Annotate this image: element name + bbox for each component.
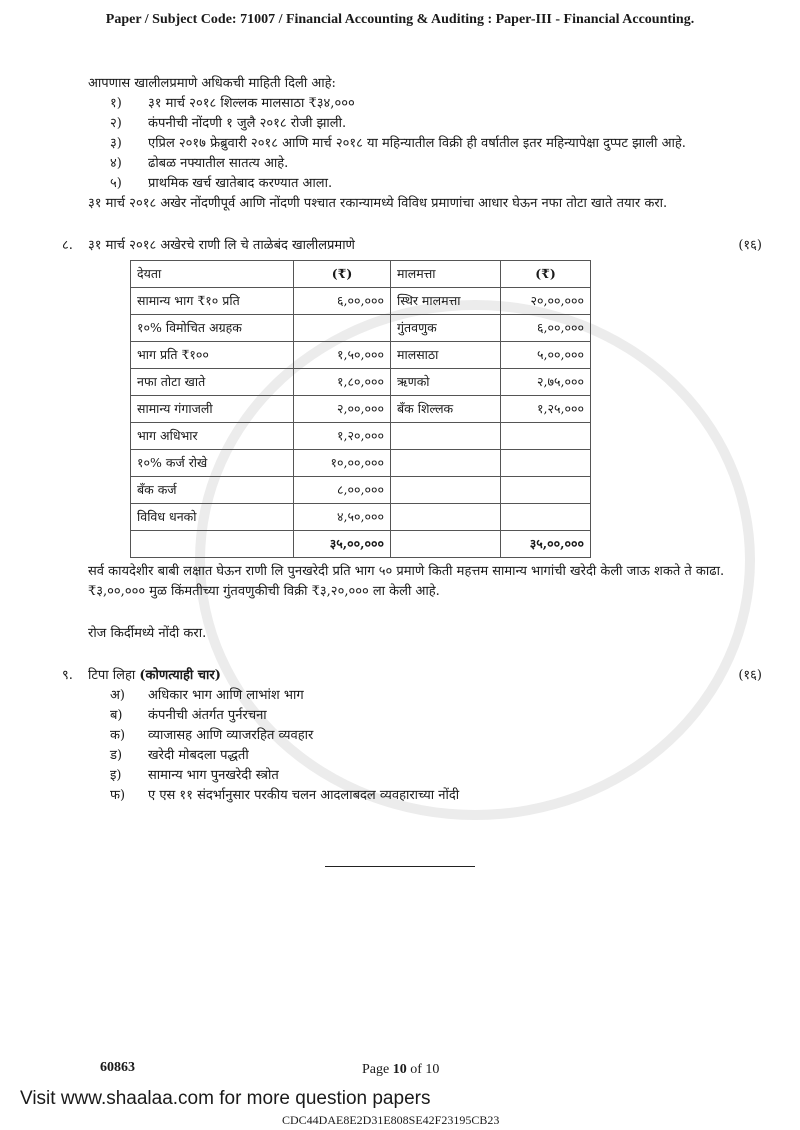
item-number: ४): [110, 156, 122, 171]
liability-name: भाग प्रति ₹१००: [131, 342, 294, 369]
table-row: [131, 315, 591, 342]
asset-name: [391, 504, 501, 531]
q9-list: [110, 686, 762, 806]
page-number: [362, 1062, 439, 1078]
info-item-row: [110, 174, 762, 194]
q9-item-row: [110, 706, 762, 726]
asset-amount: [501, 423, 591, 450]
info-item-row: [110, 94, 762, 114]
info-list: [88, 94, 762, 194]
table-row: [131, 423, 591, 450]
liability-name: सामान्य भाग ₹१० प्रति: [131, 288, 294, 315]
header-cell: (₹): [294, 261, 391, 288]
q9-item-number: ब): [110, 708, 123, 723]
q9-item-row: [110, 766, 762, 786]
liability-amount: १०,००,०००: [294, 450, 391, 477]
liability-name: नफा तोटा खाते: [131, 369, 294, 396]
asset-amount: ५,००,०००: [501, 342, 591, 369]
q9-item-number: इ): [110, 768, 122, 783]
q9-item-number: अ): [110, 688, 126, 703]
balance-sheet-table: [130, 260, 591, 558]
table-row: [131, 450, 591, 477]
q9-item-row: [110, 726, 762, 746]
asset-amount: १,२५,०००: [501, 396, 591, 423]
liability-name: सामान्य गंगाजली: [131, 396, 294, 423]
asset-name: [391, 450, 501, 477]
info-item-text: प्राथमिक खर्च खातेबाद करण्यात आला.: [148, 176, 333, 191]
q9-number: ९.: [62, 668, 73, 683]
info-item-text: ३१ मार्च २०१८ शिल्लक मालसाठा ₹३४,०००: [148, 96, 355, 111]
q9-item: खरेदी मोबदला पद्धती: [148, 748, 249, 763]
header-cell: (₹): [501, 261, 591, 288]
info-item-row: [110, 134, 762, 154]
page-content: [62, 74, 762, 867]
table-row: [131, 477, 591, 504]
asset-name: ऋणको: [391, 369, 501, 396]
cell: [131, 531, 294, 558]
q9-item-row: [110, 746, 762, 766]
table-row: [131, 369, 591, 396]
asset-amount: [501, 477, 591, 504]
liability-amount: १,८०,०००: [294, 369, 391, 396]
intro-text: आपणास खालीलप्रमाणे अधिकची माहिती दिली आहे:: [88, 76, 336, 91]
liability-amount: ४,५०,०००: [294, 504, 391, 531]
table-row: [131, 342, 591, 369]
q8-para3: रोज किर्दीमध्ये नोंदी करा.: [88, 626, 207, 641]
instruction-line: ३१ मार्च २०१८ अखेर नोंदणीपूर्व आणि नोंदणी पश्चात रकान्यामध्ये विविध प्रमाणांचा आधार घेऊन नफा तोटा खाते तयार: [88, 196, 641, 211]
q9-item-row: [110, 686, 762, 706]
footer-code: 60863: [100, 1060, 135, 1075]
info-item-row: [110, 154, 762, 174]
liability-name: बँक कर्ज: [131, 477, 294, 504]
info-item: [148, 94, 762, 114]
liability-amount: ८,००,०००: [294, 477, 391, 504]
info-item-text: एप्रिल २०१७ फ्रेब्रुवारी २०१८ आणि मार्च २०१८ या महिन्यातील विक्री ही वर्षातील इतर महिन्यापेक्षा दुप्पट: [148, 136, 628, 151]
header-cell: देयता: [131, 261, 294, 288]
info-item-text: ढोबळ नफ्यातील सातत्य आहे.: [148, 156, 289, 171]
liability-amount: ६,००,०००: [294, 288, 391, 315]
q8-paragraph: [88, 562, 762, 602]
q9-item-row: [110, 786, 762, 806]
liability-amount: २,००,०००: [294, 396, 391, 423]
q9-item-number: ड): [110, 748, 123, 763]
liability-amount: १,५०,०००: [294, 342, 391, 369]
asset-amount: २,७५,०००: [501, 369, 591, 396]
totals-row: [131, 531, 591, 558]
asset-name: [391, 477, 501, 504]
asset-amount: [501, 504, 591, 531]
q9-marks: (१६): [738, 668, 762, 683]
q8-title: ३१ मार्च २०१८ अखेरचे राणी लि चे ताळेबंद खालीलप्रमाणे: [88, 238, 355, 253]
liability-name: विविध धनको: [131, 504, 294, 531]
q8-para1: सर्व कायदेशीर बाबी लक्षात घेऊन राणी लि पुनखरेदी प्रति भाग ५० प्रमाणे किती महत्तम सामान्य भागांची खरेदी केली: [88, 564, 623, 579]
info-item: [148, 114, 762, 134]
liability-amount: [294, 315, 391, 342]
q9-heading: [62, 666, 762, 686]
table-row: [131, 396, 591, 423]
liability-amount: १,२०,०००: [294, 423, 391, 450]
liability-name: भाग अधिभार: [131, 423, 294, 450]
table-row: [131, 504, 591, 531]
info-item-row: [110, 114, 762, 134]
instruction-cont: करा.: [644, 196, 668, 211]
table-header-row: [131, 261, 591, 288]
liability-name: १०% विमोचित अग्रहक: [131, 315, 294, 342]
q8-para2: जाऊ शकते ते काढा. ₹३,००,००० मुळ किंमतीच्या गुंतवणुकीची विक्री ₹३,२०,००० ला केली आहे.: [88, 564, 725, 599]
info-item-cont: झाली आहे.: [632, 136, 686, 151]
item-number: २): [110, 116, 122, 131]
q8-heading: [62, 236, 762, 256]
end-line: [325, 866, 475, 867]
item-number: १): [110, 96, 122, 111]
q9-title-text: टिपा लिहा: [88, 668, 136, 683]
page-no: 10: [392, 1062, 407, 1077]
asset-name: मालसाठा: [391, 342, 501, 369]
q8-number: ८.: [62, 238, 73, 253]
asset-amount: ६,००,०००: [501, 315, 591, 342]
total-liabilities: ३५,००,०००: [294, 531, 391, 558]
q9-item-number: फ): [110, 788, 126, 803]
total-assets: ३५,००,०००: [501, 531, 591, 558]
item-number: ५): [110, 176, 122, 191]
info-item-text: कंपनीची नोंदणी १ जुलै २०१८ रोजी झाली.: [148, 116, 347, 131]
q9-item: अधिकार भाग आणि लाभांश भाग: [148, 688, 304, 703]
liability-name: १०% कर्ज रोखे: [131, 450, 294, 477]
header-cell: मालमत्ता: [391, 261, 501, 288]
q9-item: व्याजासह आणि व्याजरहित व्यवहार: [148, 728, 314, 743]
q9-item-number: क): [110, 728, 126, 743]
table-row: [131, 288, 591, 315]
info-item: [148, 174, 762, 194]
q9-item: कंपनीची अंतर्गत पुर्नरचना: [148, 708, 267, 723]
asset-name: [391, 423, 501, 450]
asset-name: बँक शिल्लक: [391, 396, 501, 423]
q9-item: सामान्य भाग पुनखरेदी स्त्रोत: [148, 768, 279, 783]
info-item: [148, 154, 762, 174]
instruction: [88, 194, 762, 214]
page-of: of 10: [406, 1062, 440, 1077]
asset-amount: [501, 450, 591, 477]
page-header: Paper / Subject Code: 71007 / Financial Accounting & Auditing : Paper-III - Financial Accounting.: [105, 12, 695, 27]
page-prefix: Page: [362, 1062, 393, 1077]
footer-hash: CDC44DAE8E2D31E808SE42F23195CB23: [282, 1113, 500, 1127]
visit-link[interactable]: Visit www.shaalaa.com for more question papers: [20, 1088, 431, 1109]
asset-name: स्थिर मालमत्ता: [391, 288, 501, 315]
q9-title: [88, 666, 722, 686]
asset-name: गुंतवणुक: [391, 315, 501, 342]
asset-amount: २०,००,०००: [501, 288, 591, 315]
item-number: ३): [110, 136, 122, 151]
q9-item: ए एस ११ संदर्भानुसार परकीय चलन आदलाबदल व्यवहाराच्या नोंदी: [148, 788, 460, 803]
q9-title-bold: (कोणत्याही चार): [139, 668, 221, 683]
q8-marks: (१६): [738, 238, 762, 253]
info-item: [148, 134, 762, 154]
cell: [391, 531, 501, 558]
